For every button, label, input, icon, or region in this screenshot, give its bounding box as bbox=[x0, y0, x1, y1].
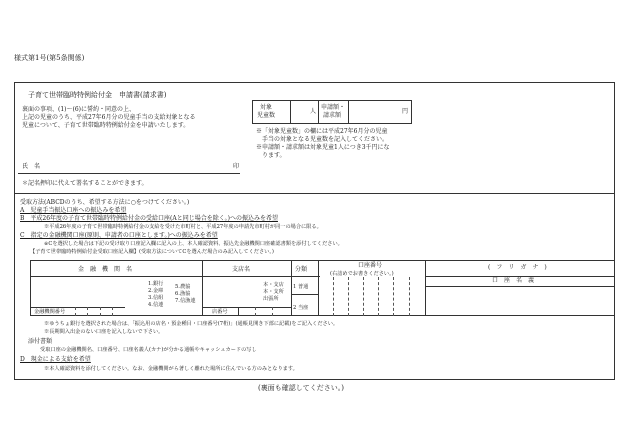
account-no-sub: (右詰めでお書きください。) bbox=[330, 271, 394, 277]
branch-code-label: 店番号 bbox=[212, 309, 228, 315]
attachment-body: 受取口座の金融機関名、口座番号、口座名義人(カナ)が分かる通帳やキャッシュカードの写し bbox=[40, 347, 257, 353]
account-type-checking[interactable]: 2 当座 bbox=[293, 305, 309, 311]
option-b-note: ※平成26年度の子育て世帯臨時特例給付金の支給を受けた市町村と、平成27年度の申請先市町村が同一の場合に限る。 bbox=[44, 224, 322, 230]
form-number: 様式第1号(第5条関係) bbox=[14, 54, 85, 62]
intro-line-1: 裏面の事項、(1)～(6)に誓約・同意の上、 bbox=[22, 106, 135, 113]
summary-note-4: ります。 bbox=[256, 152, 286, 159]
branch-name-field[interactable] bbox=[203, 277, 258, 306]
institution-name-field[interactable] bbox=[31, 277, 141, 306]
inst-type-shinren[interactable]: 4.信連 bbox=[148, 302, 164, 308]
branch-type-main[interactable]: 本・支店 bbox=[263, 282, 284, 288]
option-a[interactable]: A 児童手当振込口座への振込みを希望 bbox=[20, 207, 127, 214]
summary-note-3: ※申請額・請求額は対象児童1人につき3千円にな bbox=[256, 144, 390, 151]
inst-type-shinkumi[interactable]: 3.信組 bbox=[148, 295, 164, 301]
intro-line-2: 上記の児童のうち、平成27年6月分の児童手当の支給対象となる bbox=[22, 114, 196, 121]
name-label: 氏 名 bbox=[22, 163, 41, 170]
option-b[interactable]: B 平成26年度の子育て世帯臨時特例給付金の受給口座(Aと同じ場合を除く。)への振込みを希望 bbox=[20, 215, 278, 222]
amount-label-1: 申請額・ bbox=[321, 104, 346, 111]
branch-code-field[interactable] bbox=[239, 308, 290, 316]
inst-type-gyokyo[interactable]: 6.漁協 bbox=[175, 291, 191, 297]
seal-label: 印 bbox=[233, 163, 240, 170]
signature-note: ＊記名押印に代えて署名することができます。 bbox=[22, 180, 148, 187]
children-label-1: 対象 bbox=[260, 104, 273, 111]
furigana-header: ( フ リ ガ ナ ) bbox=[488, 264, 547, 271]
account-type-ordinary[interactable]: 1 普通 bbox=[293, 284, 309, 290]
institution-code-field[interactable] bbox=[66, 308, 124, 316]
account-no-header: 口座番号 bbox=[358, 262, 383, 269]
name-field[interactable] bbox=[50, 160, 230, 172]
amount-unit: 円 bbox=[402, 108, 409, 115]
holder-header: 口 座 名 義 bbox=[492, 277, 535, 284]
summary-note-2: 手当の対象となる児童数を記入してください。 bbox=[256, 136, 389, 143]
institution-code-label: 金融機関番号 bbox=[34, 309, 66, 315]
attachment-header: 添付書類 bbox=[28, 338, 53, 345]
option-d[interactable]: D 現金による支給を希望 bbox=[20, 356, 91, 363]
footer-note: (裏面も確認してください。) bbox=[258, 384, 344, 392]
children-unit: 人 bbox=[310, 108, 317, 115]
post-note-2: ※長期間入出金のない口座を記入しないで下さい。 bbox=[44, 329, 164, 335]
post-note-1: ※ゆうちょ銀行を選択された場合は、「振込用の店名・預金種目・口座番号(7桁)」(通帳見開き下部に記載)をご記入ください。 bbox=[44, 321, 339, 327]
inst-type-kinko[interactable]: 2.金庫 bbox=[148, 288, 164, 294]
branch-header: 支店名 bbox=[232, 266, 251, 273]
option-c-note-2: 【子育て世帯臨時特例給付金受取口座記入欄】(受取方法についてCを選んだ場合のみ記入してください。) bbox=[30, 249, 274, 255]
form-title: 子育て世帯臨時特例給付金 申請書(請求書) bbox=[28, 91, 167, 99]
account-number-field[interactable] bbox=[319, 277, 424, 315]
institution-header: 金 融 機 関 名 bbox=[78, 266, 133, 273]
option-c[interactable]: C 指定の金融機関口座(原則、申請者の口座とします。)への振込みを希望 bbox=[20, 232, 218, 239]
branch-type-office[interactable]: 出張所 bbox=[263, 296, 279, 302]
account-holder-field[interactable] bbox=[426, 287, 614, 315]
receipt-method-label: 受取方法(ABCDのうち、希望する方法に○をつけてください。) bbox=[20, 199, 190, 206]
amount-label-2: 請求額 bbox=[323, 112, 342, 119]
branch-type-sub[interactable]: 本・支所 bbox=[263, 289, 284, 295]
inst-type-bank[interactable]: 1.銀行 bbox=[148, 281, 164, 287]
inst-type-shingyoren[interactable]: 7.信漁連 bbox=[175, 298, 196, 304]
type-header: 分類 bbox=[295, 266, 308, 273]
inst-type-nokyo[interactable]: 5.農協 bbox=[175, 284, 191, 290]
summary-note-1: ※「対象児童数」の欄には平成27年6月分の児童 bbox=[256, 128, 388, 135]
option-d-note: ※本人確認資料を添付してください。なお、金融機関がら著しく離れた場所に住んでいる方のみとなります。 bbox=[44, 366, 298, 372]
children-label-2: 児童数 bbox=[257, 112, 276, 119]
intro-line-3: 児童について、子育て世帯臨時特例給付金を申請いたします。 bbox=[22, 122, 190, 129]
option-c-note-1: ※Cを選択した場合は下記の受け取り口座記入欄に記入の上、本人確認資料、振込先金融機関口座確認書類を添付してください。 bbox=[44, 241, 343, 247]
